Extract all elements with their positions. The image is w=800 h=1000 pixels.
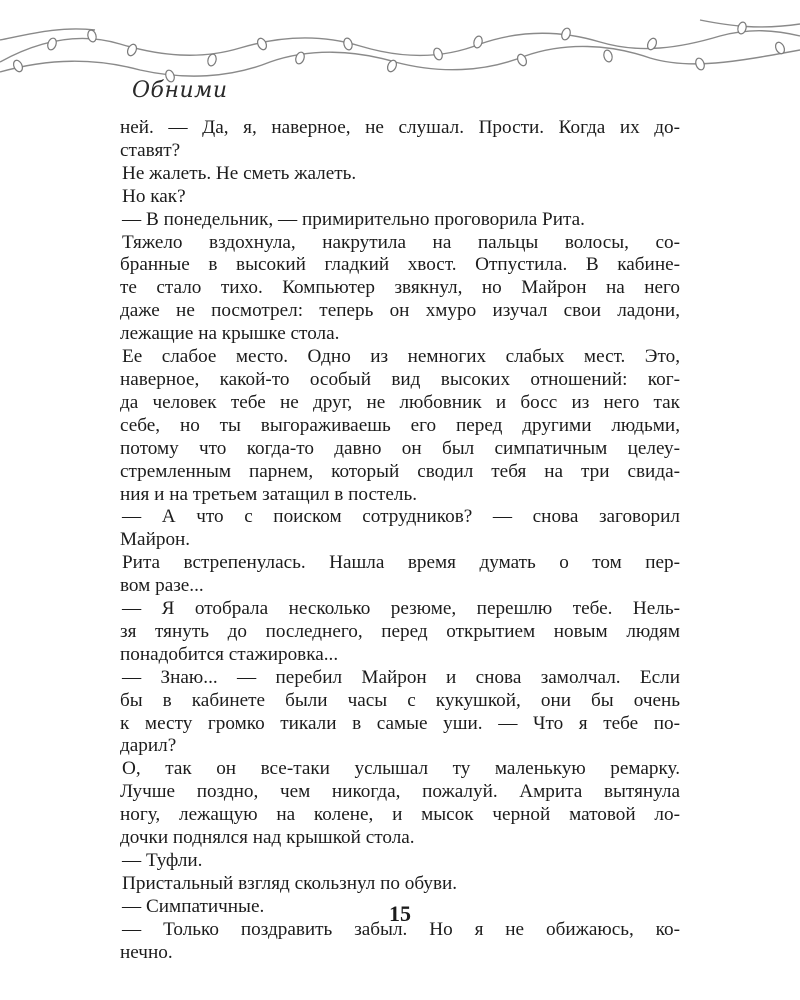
text-line: — Симпатичные. <box>122 895 265 917</box>
text-line: — Знаю... — перебил Майрон и снова замолчал. Если <box>122 666 680 688</box>
text-line: лежащие на крышке стола. <box>120 323 340 345</box>
text-line: бранные в высокий гладкий хвост. Отпустила. В кабине- <box>120 254 680 276</box>
text-line: дочки поднялся над крышкой стола. <box>120 827 415 849</box>
text-line: ставят? <box>120 139 181 161</box>
text-line: к месту громко тикали в самые уши. — Что я тебе по- <box>120 712 680 734</box>
text-line: нечно. <box>120 941 173 963</box>
decorative-garland-ornament <box>0 0 800 100</box>
text-line: дарил? <box>120 735 177 757</box>
text-line: те стало тихо. Компьютер звякнул, но Майрон на него <box>120 277 680 299</box>
text-line: Ее слабое место. Одно из немногих слабых мест. Это, <box>122 346 680 368</box>
text-line: ней. — Да, я, наверное, не слушал. Прости. Когда их до- <box>120 117 680 138</box>
text-line: Но как? <box>122 185 186 207</box>
text-line: да человек тебе не друг, не любовник и босс из него так <box>120 391 680 413</box>
text-line: даже не посмотрел: теперь он хмуро изучал свои ладони, <box>120 300 680 322</box>
text-line: Майрон. <box>120 529 191 551</box>
text-line: — Только поздравить забыл. Но я не обижаюсь, ко- <box>122 918 680 940</box>
text-line: Не жалеть. Не сметь жалеть. <box>122 162 357 184</box>
text-line: — А что с поиском сотрудников? — снова заговорил <box>122 506 680 528</box>
text-line: наверное, какой-то особый вид высоких отношений: ког- <box>120 368 680 390</box>
text-line: Пристальный взгляд скользнул по обуви. <box>122 872 458 894</box>
running-header-title: Обними <box>132 78 228 103</box>
text-line: понадобится стажировка... <box>120 643 339 665</box>
text-line: себе, но ты выгораживаешь его перед другими людьми, <box>120 414 680 436</box>
text-line: бы в кабинете были часы с кукушкой, они бы очень <box>120 689 680 711</box>
page-number: 15 <box>389 901 411 926</box>
text-line: О, так он все-таки услышал ту маленькую ремарку. <box>122 758 680 780</box>
body-text <box>120 117 680 965</box>
text-line: Лучше поздно, чем никогда, пожалуй. Амрита вытянула <box>120 781 680 803</box>
text-line: Рита встрепенулась. Нашла время думать о том пер- <box>122 552 680 574</box>
text-line: — Я отобрала несколько резюме, перешлю тебе. Нель- <box>122 598 680 620</box>
text-line: — В понедельник, — примирительно проговорила Рита. <box>122 208 585 230</box>
text-line: — Туфли. <box>122 850 203 871</box>
text-line: потому что когда-то давно он был симпатичным целеу- <box>120 437 680 459</box>
text-line: зя тянуть до последнего, перед открытием новым людям <box>120 620 680 642</box>
text-line: ния и на третьем затащил в постель. <box>120 483 418 505</box>
text-line: вом разе... <box>120 575 204 597</box>
text-line: стремленным парнем, который сводил тебя на три свида- <box>120 460 680 482</box>
text-line: ногу, лежащую на колене, и мысок черной матовой ло- <box>120 804 680 826</box>
text-line: Тяжело вздохнула, накрутила на пальцы волосы, со- <box>122 231 680 253</box>
